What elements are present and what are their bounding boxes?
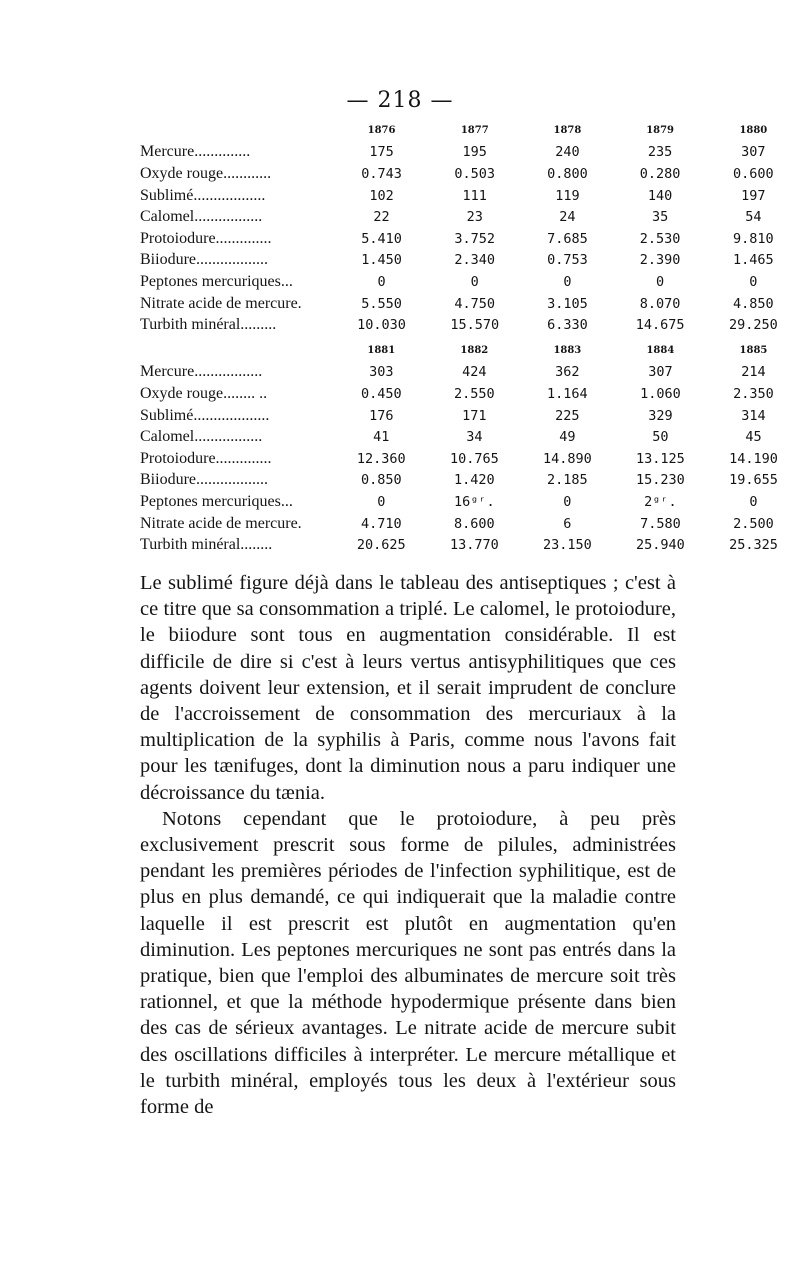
value-cell: 235 [647,144,673,161]
value-cell: 54 [745,209,762,226]
row-label: Peptones mercuriques... [140,492,293,510]
table-row [140,362,800,384]
value-cell: 10.765 [449,450,499,467]
value-cell: 0 [656,273,665,290]
table-row [140,228,800,250]
value-cell: 329 [648,407,673,424]
value-cell: 1.164 [547,385,588,402]
row-label: Turbith minéral........ [140,536,273,554]
value-cell: 2.390 [639,252,681,269]
value-cell: 15.570 [450,317,500,334]
row-label: Nitrate acide de mercure. [140,514,302,532]
value-cell: 0.600 [733,165,774,182]
value-cell: 29.250 [728,317,778,334]
paragraph: Notons cependant que le protoiodure, à peu près exclusivement prescrit sous forme de pilules, administrées pendant les premières périodes de l'infection syphilitique, est de plus en plus demandé, ce qui indiquerait que la maladie contre laquelle il est prescrit est plutôt en augmentation qu'en diminution. Les peptones mercuriques ne sont pas entrés dans la pratique, bien que l'emploi des albuminates de mercure soit très rationnel, et que la méthode hypodermique présente dans bien des cas de sérieux avantages. Le nitrate acide de mercure subit des oscillations difficiles à interpréter. Le mercure métallique et le turbith minéral, employés tous les deux à l'extérieur sous forme de [140,807,676,1119]
value-cell: 1.465 [733,252,774,269]
value-cell: 0.503 [454,165,496,182]
value-cell: 2.500 [733,515,774,532]
value-cell: 195 [462,144,487,161]
value-cell: 45 [745,429,762,446]
value-cell: 13.770 [449,537,499,554]
value-cell: 19.655 [729,472,778,489]
value-cell: 102 [369,187,394,204]
value-cell: 12.360 [356,450,406,467]
value-cell: 9.810 [733,230,774,247]
row-label: Protoiodure.............. [140,229,272,247]
value-cell: 6 [563,515,572,532]
table-row [140,185,800,207]
table-row [140,405,800,427]
body-text [140,570,676,1120]
year-cell: 1885 [739,345,768,357]
value-cell: 4.850 [733,295,774,312]
value-cell: 7.685 [547,230,588,247]
row-label: Sublimé.................. [140,186,266,204]
value-cell: 8.600 [454,515,495,532]
value-cell: 119 [555,187,580,204]
year-cell: 1882 [460,345,489,357]
value-cell: 225 [555,407,580,424]
value-cell: 2ᵍʳ. [644,493,677,510]
value-cell: 2.550 [454,385,495,402]
table-row [140,206,800,228]
value-cell: 14.190 [729,450,778,467]
table-row [140,470,800,492]
value-cell: 20.625 [356,537,406,554]
row-label: Turbith minéral......... [140,316,277,334]
value-cell: 303 [369,364,394,381]
value-cell: 14.890 [542,450,592,467]
table-row [140,250,800,272]
value-cell: 16ᵍʳ. [454,493,495,510]
value-cell: 175 [369,144,394,161]
value-cell: 0.743 [361,165,402,182]
row-label: Biiodure.................. [140,471,268,489]
table-row [140,314,800,336]
value-cell: 140 [647,187,673,204]
value-cell: 2.185 [547,472,588,489]
value-cell: 50 [652,429,669,446]
value-cell: 314 [741,407,766,424]
value-cell: 214 [741,364,766,381]
value-cell: 2.530 [639,230,681,247]
value-cell: 0 [749,493,758,510]
value-cell: 0.800 [547,165,588,182]
table-row [140,426,800,448]
value-cell: 197 [741,187,766,204]
value-cell: 362 [555,364,580,381]
value-cell: 111 [462,187,487,204]
table-row [140,293,800,315]
value-cell: 15.230 [636,472,685,489]
value-cell: 10.030 [357,317,406,334]
row-label: Sublimé................... [140,406,270,424]
value-cell: 0.753 [547,252,588,269]
value-cell: 0 [470,273,479,290]
value-cell: 22 [373,209,390,226]
row-label: Nitrate acide de mercure. [140,294,302,312]
row-label: Oxyde rouge............ [140,164,272,182]
value-cell: 1.450 [361,252,402,269]
row-label: Peptones mercuriques... [140,272,293,290]
value-cell: 0.280 [639,165,681,182]
value-cell: 41 [373,429,390,446]
year-cell: 1881 [367,345,396,357]
consumption-table-1876-1880 [140,120,800,336]
year-header-row [140,340,800,362]
table-row [140,448,800,470]
value-cell: 0.850 [360,472,402,489]
year-cell: 1883 [553,345,582,357]
value-cell: 1.420 [454,472,495,489]
value-cell: 171 [462,407,487,424]
value-cell: 176 [369,407,394,424]
value-cell: 240 [555,144,580,161]
row-label: Calomel................. [140,208,263,226]
value-cell: 25.325 [729,537,778,554]
value-cell: 424 [462,364,487,381]
table-row [140,383,800,405]
row-label: Mercure................. [140,363,263,381]
page-number: — 218 — [346,88,454,113]
value-cell: 5.550 [361,295,402,312]
value-cell: 25.940 [636,537,685,554]
table-row [140,534,800,556]
value-cell: 5.410 [361,230,402,247]
value-cell: 0 [377,493,386,510]
value-cell: 0 [563,493,572,510]
paragraph: Le sublimé figure déjà dans le tableau des antiseptiques ; c'est à ce titre que sa consommation a triplé. Le calomel, le protoiodure, le biiodure sont tous en augmentation considérable. Il est difficile de dire si c'est à leurs vertus antisyphilitiques que ces agents doivent leur extension, et il serait imprudent de conclure de l'accroissement de consommation des mercuriaux à la multiplication de la syphilis à Paris, comme nous l'avons fait pour les tænifuges, dont la diminution nous a paru indiquer une décroissance du tænia. [140,572,676,804]
row-label: Protoiodure.............. [140,449,272,467]
row-label: Oxyde rouge........ .. [140,384,268,402]
year-cell: 1880 [739,125,768,137]
value-cell: 4.750 [454,295,496,312]
year-cell: 1878 [553,125,582,137]
table-row [140,142,800,164]
value-cell: 0 [749,273,758,290]
value-cell: 24 [559,209,576,226]
value-cell: 6.330 [547,317,588,334]
value-cell: 49 [559,429,576,446]
value-cell: 307 [741,144,766,161]
value-cell: 8.070 [639,295,681,312]
value-cell: 2.340 [454,252,496,269]
value-cell: 4.710 [360,515,402,532]
consumption-table-1881-1885 [140,340,800,556]
value-cell: 34 [466,429,483,446]
value-cell: 0 [563,273,572,290]
year-header-row [140,120,800,142]
row-label: Mercure.............. [140,143,251,161]
row-label: Calomel................. [140,428,263,446]
year-cell: 1876 [367,125,396,137]
row-label: Biiodure.................. [140,251,268,269]
table-row [140,163,800,185]
value-cell: 0 [377,273,386,290]
table-row [140,271,800,293]
value-cell: 23.150 [542,537,592,554]
table-row [140,491,800,513]
year-cell: 1879 [646,125,675,137]
value-cell: 2.350 [733,385,774,402]
year-cell: 1877 [460,125,489,137]
table-row [140,513,800,535]
value-cell: 3.105 [547,295,588,312]
value-cell: 14.675 [635,317,685,334]
value-cell: 1.060 [640,385,681,402]
value-cell: 35 [651,209,669,226]
value-cell: 7.580 [640,515,681,532]
value-cell: 3.752 [454,230,496,247]
value-cell: 23 [466,209,483,226]
value-cell: 307 [648,364,673,381]
value-cell: 13.125 [636,450,685,467]
year-cell: 1884 [646,345,675,357]
value-cell: 0.450 [360,385,402,402]
